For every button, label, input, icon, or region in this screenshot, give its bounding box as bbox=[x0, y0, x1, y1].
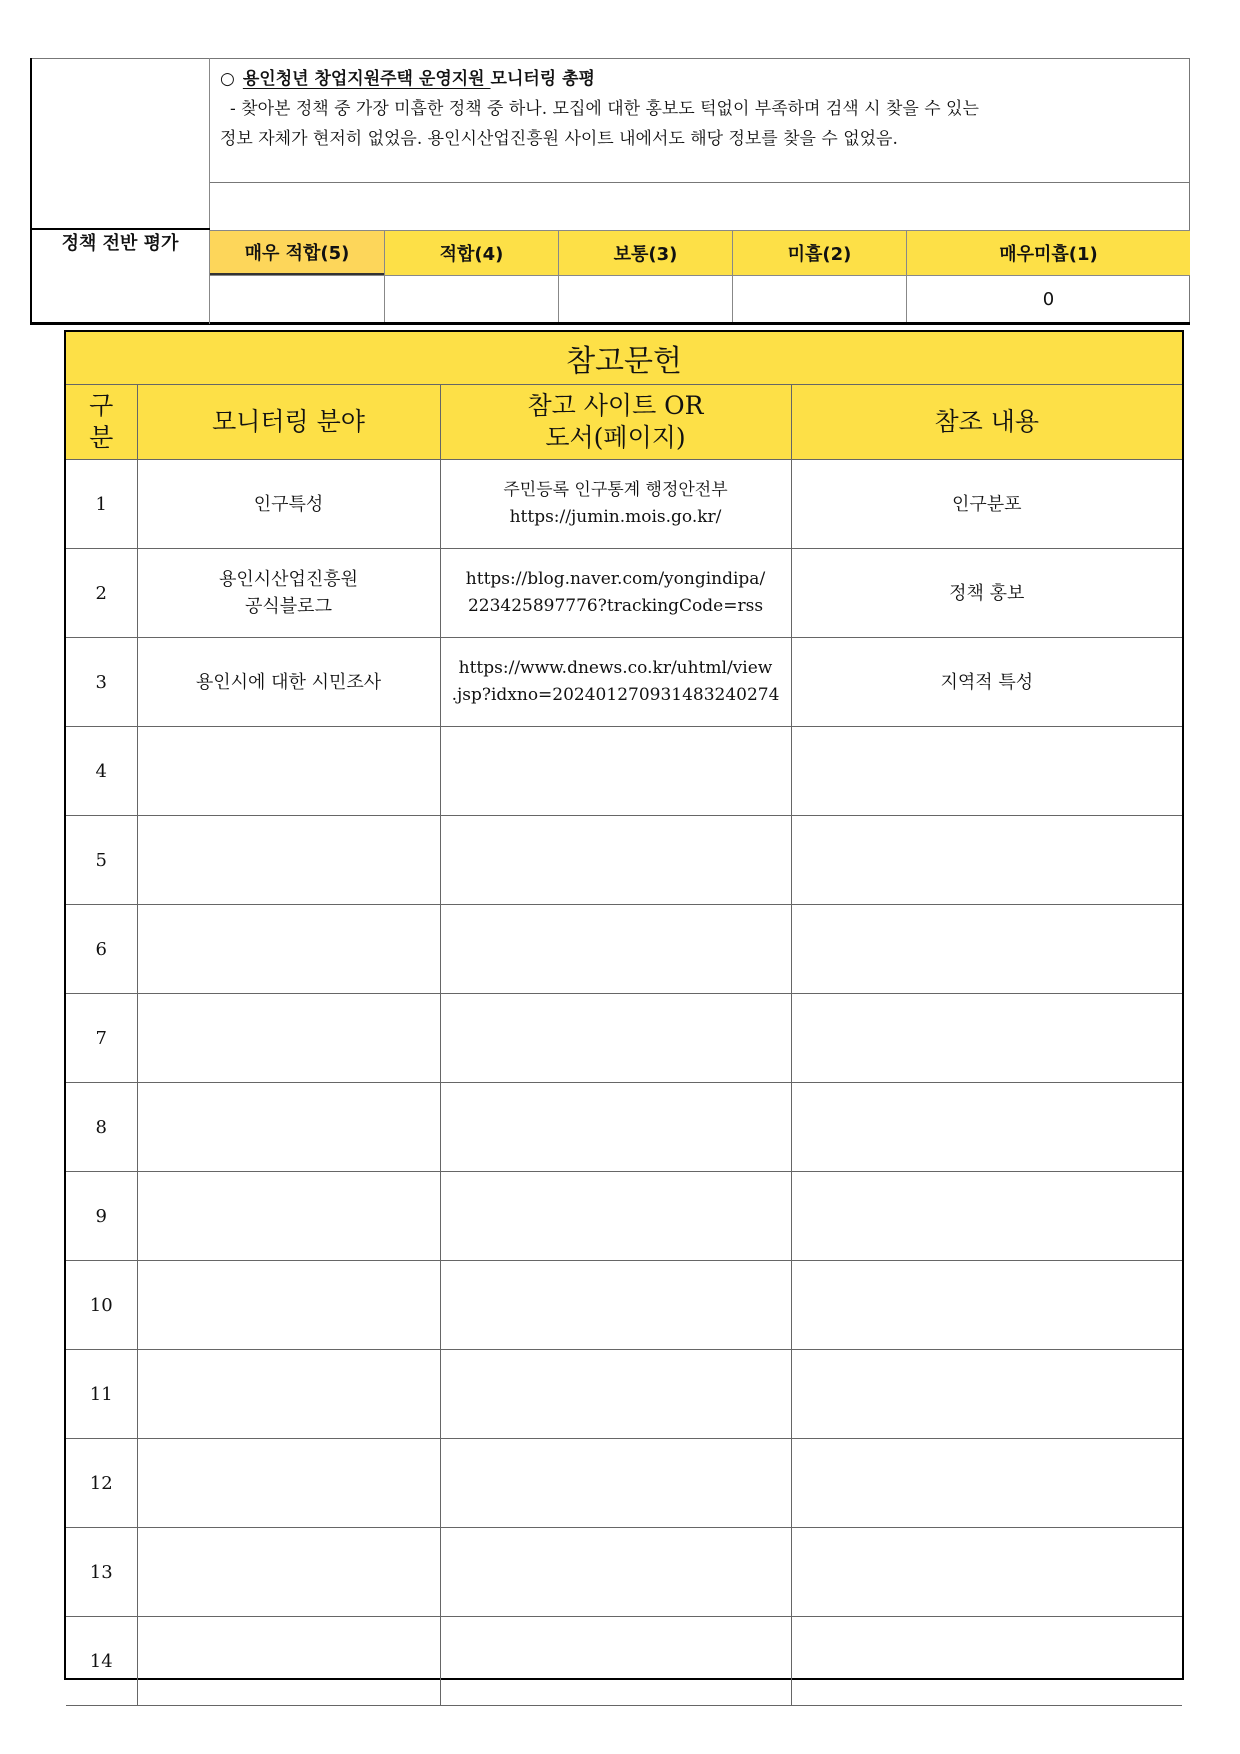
rating-header-1: 매우미흡(1) bbox=[906, 231, 1190, 275]
row-field-line: 용인시에 대한 시민조사 bbox=[195, 671, 382, 693]
table-row bbox=[66, 638, 1182, 727]
row-source[interactable] bbox=[440, 1350, 791, 1439]
row-source-line: https://blog.naver.com/yongindipa/ bbox=[465, 569, 766, 589]
row-number: 14 bbox=[66, 1617, 137, 1706]
row-content[interactable] bbox=[791, 1528, 1182, 1617]
row-content[interactable] bbox=[791, 905, 1182, 994]
header-content: 참조 내용 bbox=[791, 385, 1182, 460]
row-number: 5 bbox=[66, 816, 137, 905]
table-row bbox=[66, 1439, 1182, 1528]
table-row bbox=[66, 1617, 1182, 1706]
rating-value-5[interactable] bbox=[210, 276, 384, 322]
row-source-line: .jsp?idxno=202401270931483240274 bbox=[451, 685, 780, 705]
summary-heading-underlined: 용인청년 창업지원주택 운영지원 bbox=[242, 69, 491, 89]
row-content[interactable] bbox=[791, 727, 1182, 816]
summary-heading bbox=[220, 64, 1182, 94]
row-source-line: https://www.dnews.co.kr/uhtml/view bbox=[458, 658, 773, 678]
row-content[interactable] bbox=[791, 1617, 1182, 1706]
monitoring-summary bbox=[220, 64, 1182, 154]
table-row bbox=[66, 1528, 1182, 1617]
row-content[interactable] bbox=[791, 994, 1182, 1083]
row-source[interactable] bbox=[440, 1617, 791, 1706]
rating-value-4[interactable] bbox=[384, 276, 558, 322]
summary-separator bbox=[210, 182, 1190, 183]
rating-header-row bbox=[210, 230, 1190, 276]
row-source[interactable] bbox=[440, 727, 791, 816]
table-row bbox=[66, 1083, 1182, 1172]
row-number: 8 bbox=[66, 1083, 137, 1172]
row-content[interactable] bbox=[791, 1439, 1182, 1528]
header-source bbox=[440, 385, 791, 460]
evaluation-label: 정책 전반 평가 bbox=[61, 233, 179, 254]
rating-value-1[interactable]: 0 bbox=[906, 276, 1190, 322]
row-field[interactable] bbox=[137, 994, 440, 1083]
table-row bbox=[66, 816, 1182, 905]
row-field[interactable] bbox=[137, 1172, 440, 1261]
table-row bbox=[66, 549, 1182, 638]
row-content[interactable]: 정책 홍보 bbox=[791, 549, 1182, 638]
section-border-bottom bbox=[30, 322, 1190, 325]
row-field[interactable] bbox=[137, 1617, 440, 1706]
summary-body-line-2: 정보 자체가 현저히 없었음. 용인시산업진흥원 사이트 내에서도 해당 정보를 찾을 수 없었음. bbox=[220, 129, 898, 149]
row-content[interactable] bbox=[791, 1172, 1182, 1261]
references-body bbox=[66, 460, 1182, 1706]
row-field[interactable] bbox=[137, 1528, 440, 1617]
row-source[interactable] bbox=[440, 549, 791, 638]
row-source[interactable] bbox=[440, 1528, 791, 1617]
references-table bbox=[66, 332, 1182, 1706]
row-field[interactable] bbox=[137, 905, 440, 994]
row-number: 10 bbox=[66, 1261, 137, 1350]
row-content[interactable] bbox=[791, 1350, 1182, 1439]
row-field[interactable] bbox=[137, 549, 440, 638]
row-field[interactable] bbox=[137, 460, 440, 549]
row-source[interactable] bbox=[440, 460, 791, 549]
header-number-line-1: 구 bbox=[89, 391, 114, 420]
table-row bbox=[66, 1261, 1182, 1350]
row-source[interactable] bbox=[440, 1261, 791, 1350]
rating-header-5: 매우 적합(5) bbox=[210, 231, 384, 275]
summary-body bbox=[220, 94, 1182, 154]
policy-evaluation-section bbox=[30, 58, 1190, 324]
header-number-line-2: 분 bbox=[89, 423, 114, 452]
row-content[interactable] bbox=[791, 816, 1182, 905]
header-source-line-2: 도서(페이지) bbox=[545, 423, 686, 452]
rating-header-3: 보통(3) bbox=[558, 231, 732, 275]
row-number: 9 bbox=[66, 1172, 137, 1261]
row-field[interactable] bbox=[137, 1439, 440, 1528]
row-number: 4 bbox=[66, 727, 137, 816]
row-number: 1 bbox=[66, 460, 137, 549]
section-border-top bbox=[30, 58, 1190, 59]
row-field[interactable] bbox=[137, 1083, 440, 1172]
row-source[interactable] bbox=[440, 1439, 791, 1528]
rating-header-4: 적합(4) bbox=[384, 231, 558, 275]
row-source[interactable] bbox=[440, 905, 791, 994]
table-row bbox=[66, 1172, 1182, 1261]
references-section bbox=[64, 330, 1184, 1680]
references-title-row bbox=[66, 332, 1182, 385]
rating-value-row bbox=[210, 276, 1190, 322]
summary-heading-rest: 모니터링 총평 bbox=[490, 69, 595, 89]
rating-value-3[interactable] bbox=[558, 276, 732, 322]
table-row bbox=[66, 905, 1182, 994]
row-field[interactable] bbox=[137, 1261, 440, 1350]
row-source[interactable] bbox=[440, 1172, 791, 1261]
row-source-line: https://jumin.mois.go.kr/ bbox=[509, 507, 722, 527]
table-row bbox=[66, 994, 1182, 1083]
table-row bbox=[66, 460, 1182, 549]
row-source[interactable] bbox=[440, 638, 791, 727]
row-source-line: 주민등록 인구통계 행정안전부 bbox=[503, 480, 728, 500]
row-field[interactable] bbox=[137, 727, 440, 816]
header-number bbox=[66, 385, 137, 460]
row-field-line: 용인시산업진흥원 bbox=[218, 569, 359, 590]
section-border-left bbox=[30, 58, 32, 324]
references-header-row bbox=[66, 385, 1182, 460]
row-field[interactable] bbox=[137, 816, 440, 905]
header-source-line-1: 참고 사이트 OR bbox=[527, 391, 704, 420]
table-row bbox=[66, 1350, 1182, 1439]
rating-header-2: 미흡(2) bbox=[732, 231, 906, 275]
summary-body-line-1: - 찾아본 정책 중 가장 미흡한 정책 중 하나. 모집에 대한 홍보도 턱없이 부족하며 검색 시 찾을 수 있는 bbox=[230, 99, 979, 119]
row-number: 7 bbox=[66, 994, 137, 1083]
row-field-line: 공식블로그 bbox=[245, 596, 332, 617]
row-number: 11 bbox=[66, 1350, 137, 1439]
row-field[interactable] bbox=[137, 1350, 440, 1439]
header-field: 모니터링 분야 bbox=[137, 385, 440, 460]
row-field[interactable] bbox=[137, 638, 440, 727]
row-number: 2 bbox=[66, 549, 137, 638]
row-content[interactable] bbox=[791, 1261, 1182, 1350]
references-title: 참고문헌 bbox=[66, 332, 1182, 385]
row-source[interactable] bbox=[440, 816, 791, 905]
row-field-line: 인구특성 bbox=[253, 493, 324, 515]
row-source[interactable] bbox=[440, 1083, 791, 1172]
row-content[interactable]: 인구분포 bbox=[791, 460, 1182, 549]
row-source-line: 223425897776?trackingCode=rss bbox=[467, 596, 764, 616]
row-number: 13 bbox=[66, 1528, 137, 1617]
row-content[interactable] bbox=[791, 1083, 1182, 1172]
row-number: 3 bbox=[66, 638, 137, 727]
row-number: 6 bbox=[66, 905, 137, 994]
row-number: 12 bbox=[66, 1439, 137, 1528]
row-content[interactable]: 지역적 특성 bbox=[791, 638, 1182, 727]
bullet-circle: ○ bbox=[220, 69, 235, 89]
row-source[interactable] bbox=[440, 994, 791, 1083]
rating-value-2[interactable] bbox=[732, 276, 906, 322]
table-row bbox=[66, 727, 1182, 816]
